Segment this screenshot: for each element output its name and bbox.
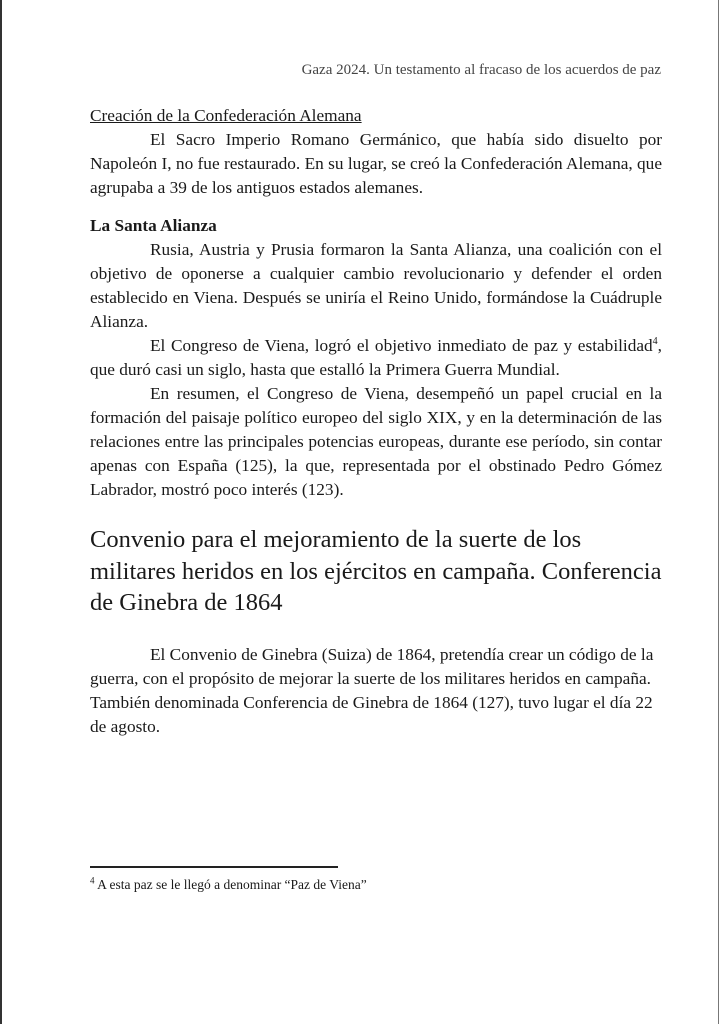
page-edge-left [0, 0, 2, 1024]
page-body [90, 104, 662, 739]
paragraph-text: El Congreso de Viena, logró el objetivo inmediato de paz y estabilidad [150, 336, 653, 355]
footnote-text: A esta paz se le llegó a denominar “Paz de Viena” [94, 877, 367, 892]
section-heading-ginebra: Convenio para el mejoramiento de la suerte de los militares heridos en los ejércitos en campaña. Conferencia de Ginebra de 1864 [90, 526, 662, 616]
footnote-number: 4 [90, 875, 95, 886]
paragraph-text: , que duró casi un siglo, hasta que estalló la Primera Guerra Mundial. [90, 336, 662, 379]
paragraph-santa-alianza-2 [90, 334, 662, 382]
footnote [90, 876, 367, 894]
paragraph-santa-alianza-1: Rusia, Austria y Prusia formaron la Santa Alianza, una coalición con el objetivo de oponerse a cualquier cambio revolucionario y defender el orden establecido en Viena. Después se uniría el Reino Unido, formándose la Cuádruple Alianza. [90, 240, 662, 331]
running-header: Gaza 2024. Un testamento al fracaso de los acuerdos de paz [301, 62, 661, 78]
footnote-separator [90, 866, 338, 868]
footnote-reference[interactable]: 4 [652, 336, 658, 348]
section-title-confederacion: Creación de la Confederación Alemana [90, 106, 362, 125]
paragraph-santa-alianza-3: En resumen, el Congreso de Viena, desempeñó un papel crucial en la formación del paisaje político europeo del siglo XIX, y en la determinación de las relaciones entre las principales potencias europeas, durante ese período, sin contar apenas con España (125), la que, representada por el obstinado Pedro Gómez Labrador, mostró poco interés (123). [90, 384, 662, 499]
paragraph-ginebra: El Convenio de Ginebra (Suiza) de 1864, pretendía crear un código de la guerra, con el propósito de mejorar la suerte de los militares heridos en campaña. También denominada Conferencia de Ginebra de 1864 (127), tuvo lugar el día 22 de agosto. [90, 644, 654, 736]
paragraph-confederacion: El Sacro Imperio Romano Germánico, que había sido disuelto por Napoleón I, no fue restaurado. En su lugar, se creó la Confederación Alemana, que agrupaba a 39 de los antiguos estados alemanes. [90, 130, 662, 197]
section-title-santa-alianza: La Santa Alianza [90, 216, 217, 235]
